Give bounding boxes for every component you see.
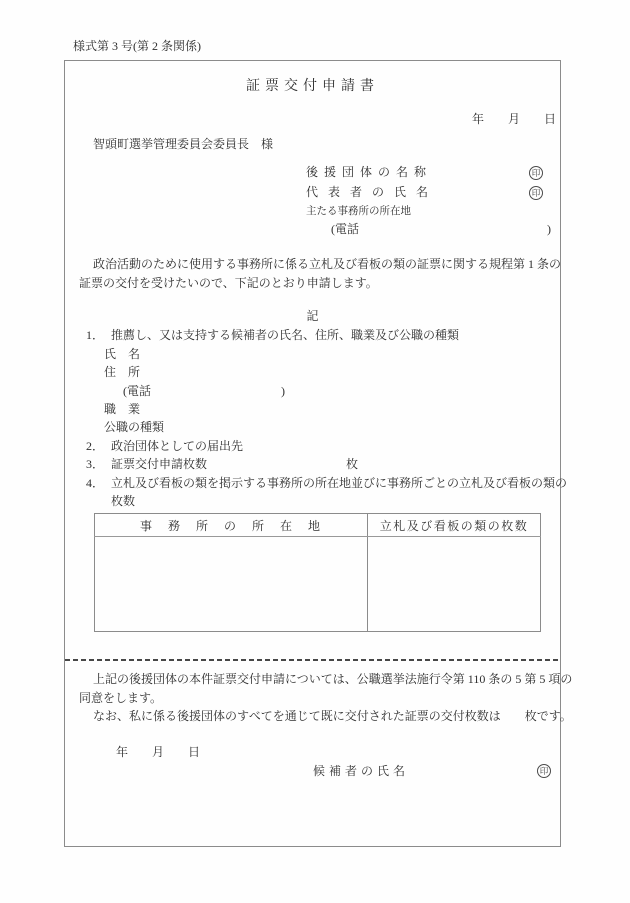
form-border-box (64, 60, 573, 847)
consent-line3: なお、私に係る後援団体のすべてを通じて既に交付された証票の交付枚数は 枚です。 (93, 709, 572, 723)
group-name-label: 後援団体の名称 (306, 165, 433, 179)
sign-count-cell (368, 537, 541, 632)
candidate-phone-open: (電話 (123, 384, 151, 398)
addressee-line: 智頭町選挙管理委員会委員長 様 (93, 137, 274, 151)
application-date-line: 年 月 日 (471, 112, 556, 126)
seal-icon: 印 (529, 186, 543, 200)
candidate-phone-close: ) (281, 384, 285, 398)
candidate-address-field-label: 住 所 (104, 365, 141, 379)
main-office-address-label: 主たる事務所の所在地 (306, 206, 411, 217)
seal-icon: 印 (529, 166, 543, 180)
seal-icon: 印 (537, 764, 551, 778)
item-2-number: 2． (86, 439, 105, 453)
item-1-number: 1． (86, 328, 105, 342)
table-header-row (95, 514, 541, 537)
item-3-unit-label: 枚 (346, 457, 359, 471)
item-2-text: 政治団体としての届出先 (111, 439, 244, 453)
consent-line1: 上記の後援団体の本件証票交付申請については、公職選挙法施行令第 110 条の 5 第 5 項の (93, 672, 573, 686)
office-sign-table (94, 513, 541, 632)
item-2 (86, 439, 243, 454)
phone-close-label: ) (547, 222, 551, 236)
item-4-text-line2: 枚数 (111, 494, 136, 508)
office-location-cell (95, 537, 368, 632)
candidate-signature-label: 候補者の氏名 (313, 764, 410, 778)
consent-line2: 同意をします。 (79, 691, 163, 705)
record-mark: 記 (306, 309, 319, 323)
dashed-separator-line (65, 659, 560, 661)
item-4-number: 4． (86, 476, 105, 490)
body-paragraph-line2: 証票の交付を受けたいので、下記のとおり申請します。 (79, 276, 378, 290)
item-3 (86, 457, 207, 472)
table-body-row (95, 537, 541, 632)
form-title: 証票交付申請書 (246, 79, 379, 94)
consent-date-line: 年 月 日 (116, 745, 201, 759)
body-paragraph-line1: 政治活動のために使用する事務所に係る立札及び看板の類の証票に関する規程第 1 条の (93, 257, 562, 271)
col-header-office-location: 事 務 所 の 所 在 地 (95, 514, 368, 537)
col-header-sign-count: 立札及び看板の類の枚数 (368, 514, 541, 537)
form-number-label: 様式第 3 号(第 2 条関係) (73, 39, 201, 53)
item-4-text-line1: 立札及び看板の類を掲示する事務所の所在地並びに事務所ごとの立札及び看板の類の (111, 476, 568, 490)
candidate-name-field-label: 氏 名 (104, 347, 141, 361)
representative-name-label: 代表者の氏名 (306, 185, 439, 199)
candidate-public-office-label: 公職の種類 (104, 420, 165, 434)
item-3-text: 証票交付申請枚数 (111, 457, 208, 471)
item-4 (86, 476, 567, 491)
item-3-number: 3． (86, 457, 105, 471)
candidate-occupation-label: 職 業 (104, 402, 141, 416)
item-1-text: 推薦し、又は支持する候補者の氏名、住所、職業及び公職の種類 (111, 328, 460, 342)
phone-open-label: (電話 (331, 222, 359, 236)
item-1 (86, 328, 459, 343)
